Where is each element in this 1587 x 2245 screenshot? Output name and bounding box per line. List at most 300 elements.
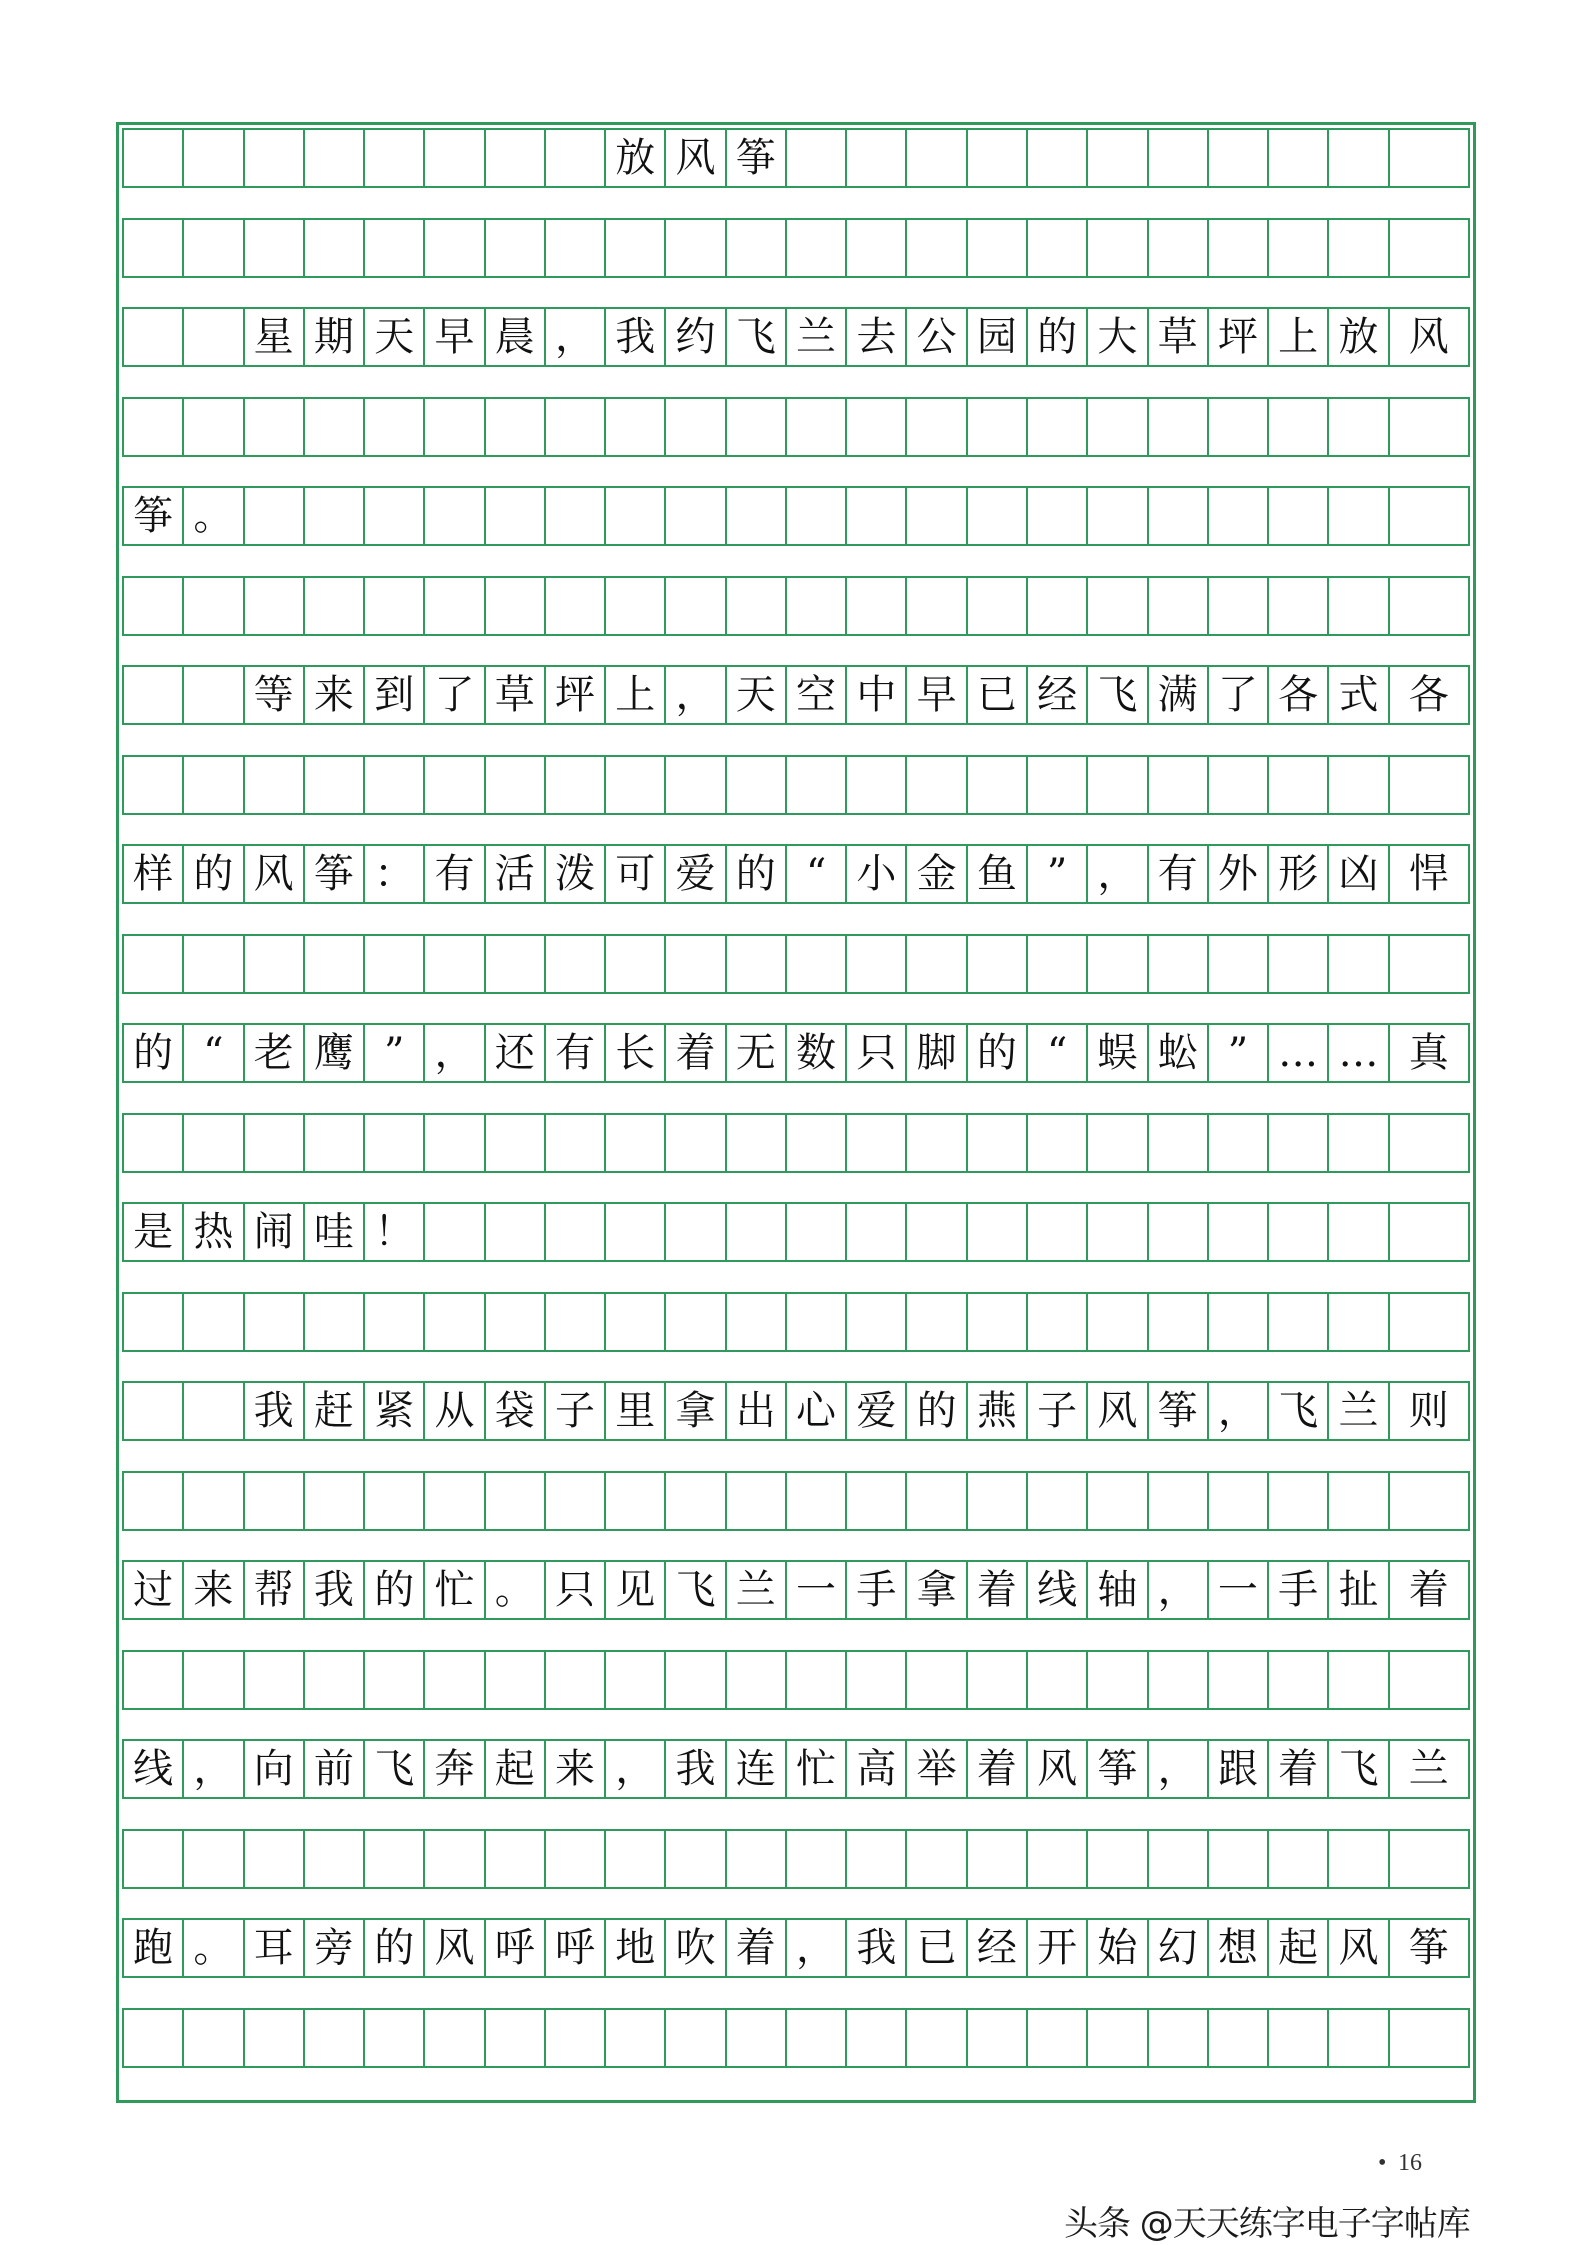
grid-cell: ” [1028, 846, 1088, 902]
grid-cell [727, 757, 787, 813]
grid-cell [546, 1115, 606, 1171]
grid-cell: 筝 [1088, 1741, 1148, 1797]
grid-cell [365, 1652, 425, 1708]
grid-cell: 活 [486, 846, 546, 902]
grid-cell: 无 [727, 1025, 787, 1081]
grid-cell [486, 220, 546, 276]
grid-cell: 兰 [1329, 1383, 1389, 1439]
grid-cell [787, 1473, 847, 1529]
grid-cell [245, 1294, 305, 1350]
grid-cell: “ [1028, 1025, 1088, 1081]
grid-cell: 筝 [1149, 1383, 1209, 1439]
grid-cell: 式 [1329, 667, 1389, 723]
grid-cell [305, 1652, 365, 1708]
grid-cell [1209, 1473, 1269, 1529]
grid-cell: 跑 [124, 1920, 184, 1976]
grid-cell [606, 1204, 666, 1260]
grid-cell [968, 130, 1028, 186]
grid-cell: ： [365, 846, 425, 902]
grid-cell: 已 [907, 1920, 967, 1976]
grid-cell: 哇 [305, 1204, 365, 1260]
grid-cell [245, 130, 305, 186]
grid-cell [486, 2010, 546, 2066]
grid-cell [1269, 1831, 1329, 1887]
grid-cell [184, 667, 244, 723]
grid-cell: 风 [1329, 1920, 1389, 1976]
grid-cell: 飞 [727, 309, 787, 365]
grid-cell: 还 [486, 1025, 546, 1081]
grid-cell [666, 220, 726, 276]
grid-cell [1390, 1831, 1468, 1887]
grid-cell: 着 [1408, 1567, 1449, 1613]
grid-cell [425, 220, 485, 276]
grid-cell: 兰 [1408, 1746, 1449, 1792]
grid-cell [245, 2010, 305, 2066]
grid-cell [486, 130, 546, 186]
grid-cell: 已 [968, 667, 1028, 723]
grid-cell: 脚 [907, 1025, 967, 1081]
grid-cell [907, 2010, 967, 2066]
grid-cell [1329, 1652, 1389, 1708]
grid-cell: 有 [546, 1025, 606, 1081]
grid-cell: 星 [245, 309, 305, 365]
grid-cell: 子 [546, 1383, 606, 1439]
grid-cell [124, 309, 184, 365]
grid-cell: 筝 [305, 846, 365, 902]
grid-cell: 数 [787, 1025, 847, 1081]
grid-cell [727, 578, 787, 634]
grid-cell: 线 [1028, 1562, 1088, 1618]
grid-cell [546, 1831, 606, 1887]
grid-cell [1088, 1294, 1148, 1350]
grid-cell [606, 1652, 666, 1708]
grid-cell [425, 1204, 485, 1260]
grid-cell [1329, 399, 1389, 455]
grid-cell: 公 [907, 309, 967, 365]
grid-cell [1329, 1115, 1389, 1171]
grid-cell [365, 130, 425, 186]
grid-cell: 大 [1088, 309, 1148, 365]
grid-cell [184, 1473, 244, 1529]
grid-cell [666, 1831, 726, 1887]
grid-cell [847, 488, 907, 544]
grid-cell: 天 [727, 667, 787, 723]
grid-cell [666, 488, 726, 544]
grid-cell [486, 1115, 546, 1171]
grid-cell [1209, 1294, 1269, 1350]
grid-cell [1209, 220, 1269, 276]
grid-cell: 呼 [486, 1920, 546, 1976]
grid-cell [847, 936, 907, 992]
grid-cell [847, 220, 907, 276]
grid-cell [907, 1473, 967, 1529]
grid-cell: 了 [425, 667, 485, 723]
grid-cell: 早 [425, 309, 485, 365]
grid-cell [1088, 1831, 1148, 1887]
grid-cell [365, 936, 425, 992]
grid-cell [907, 1652, 967, 1708]
grid-cell [968, 1204, 1028, 1260]
grid-cell [486, 757, 546, 813]
grid-cell: 着 [1269, 1741, 1329, 1797]
grid-cell [787, 130, 847, 186]
grid-cell [1269, 578, 1329, 634]
grid-cell [907, 757, 967, 813]
grid-cell [1329, 220, 1389, 276]
grid-cell [727, 399, 787, 455]
grid-cell [124, 1831, 184, 1887]
grid-cell [606, 757, 666, 813]
grid-cell: 蚣 [1149, 1025, 1209, 1081]
grid-cell [305, 220, 365, 276]
grid-cell: 的 [184, 846, 244, 902]
grid-row [122, 1292, 1470, 1352]
grid-cell: 真 [1408, 1030, 1449, 1076]
grid-cell: 上 [1269, 309, 1329, 365]
grid-cell [1390, 130, 1468, 186]
grid-cell: 泼 [546, 846, 606, 902]
grid-cell [1088, 2010, 1148, 2066]
grid-cell [1028, 936, 1088, 992]
grid-cell: ！ [365, 1204, 425, 1260]
grid-cell [184, 1383, 244, 1439]
grid-cell [245, 220, 305, 276]
grid-cell: 飞 [365, 1741, 425, 1797]
grid-cell [968, 1831, 1028, 1887]
grid-cell [1329, 2010, 1389, 2066]
grid-cell [1329, 1294, 1389, 1350]
grid-cell [1088, 488, 1148, 544]
grid-cell: 我 [847, 1920, 907, 1976]
grid-cell [1149, 757, 1209, 813]
grid-cell: 老 [245, 1025, 305, 1081]
grid-cell: 飞 [1269, 1383, 1329, 1439]
grid-cell: 各 [1408, 672, 1449, 718]
grid-cell [666, 578, 726, 634]
grid-cell [666, 1652, 726, 1708]
grid-cell [1390, 578, 1468, 634]
grid-cell [365, 1831, 425, 1887]
grid-cell [365, 578, 425, 634]
grid-cell [124, 936, 184, 992]
grid-cell: 旁 [305, 1920, 365, 1976]
grid-cell: ， [606, 1741, 666, 1797]
grid-cell: 着 [968, 1562, 1028, 1618]
grid-cell [1209, 488, 1269, 544]
grid-cell [727, 488, 787, 544]
grid-cell: 。 [486, 1562, 546, 1618]
grid-cell [907, 130, 967, 186]
grid-cell [245, 1652, 305, 1708]
grid-cell: 拿 [907, 1562, 967, 1618]
grid-cell: 草 [1149, 309, 1209, 365]
grid-cell [486, 1294, 546, 1350]
grid-cell [1149, 936, 1209, 992]
grid-cell [365, 1115, 425, 1171]
grid-cell: 满 [1149, 667, 1209, 723]
grid-row [122, 307, 1470, 367]
grid-cell: 爱 [666, 846, 726, 902]
grid-cell [787, 399, 847, 455]
grid-cell [606, 936, 666, 992]
grid-cell [245, 1831, 305, 1887]
grid-cell: 从 [425, 1383, 485, 1439]
grid-cell [124, 399, 184, 455]
grid-cell [1088, 1652, 1148, 1708]
grid-cell [184, 936, 244, 992]
grid-cell [1028, 1473, 1088, 1529]
grid-cell [546, 1204, 606, 1260]
grid-row [122, 218, 1470, 278]
grid-cell [907, 488, 967, 544]
grid-cell [1329, 1473, 1389, 1529]
grid-cell [184, 757, 244, 813]
grid-cell [1329, 757, 1389, 813]
grid-cell: 我 [305, 1562, 365, 1618]
grid-cell [968, 1473, 1028, 1529]
grid-cell: 悍 [1408, 851, 1449, 897]
grid-cell [907, 1204, 967, 1260]
grid-cell [1028, 220, 1088, 276]
grid-cell [1329, 488, 1389, 544]
grid-cell: 来 [305, 667, 365, 723]
grid-cell: 兰 [727, 1562, 787, 1618]
grid-cell: 来 [184, 1562, 244, 1618]
grid-cell [1088, 1115, 1148, 1171]
grid-cell [1269, 399, 1329, 455]
grid-cell [727, 1473, 787, 1529]
grid-cell [787, 1294, 847, 1350]
grid-cell: 金 [907, 846, 967, 902]
grid-cell [1088, 578, 1148, 634]
grid-cell: 袋 [486, 1383, 546, 1439]
grid-cell [124, 578, 184, 634]
grid-cell [727, 1652, 787, 1708]
grid-cell: 形 [1269, 846, 1329, 902]
grid-cell [1149, 1652, 1209, 1708]
grid-cell [1028, 1115, 1088, 1171]
grid-cell [1390, 1652, 1468, 1708]
grid-cell [727, 220, 787, 276]
grid-cell [546, 488, 606, 544]
grid-cell [1149, 488, 1209, 544]
grid-cell [546, 757, 606, 813]
grid-row [122, 2008, 1470, 2068]
grid-cell [727, 1294, 787, 1350]
grid-cell [1149, 399, 1209, 455]
grid-cell [968, 757, 1028, 813]
grid-cell [1269, 488, 1329, 544]
grid-cell [968, 1652, 1028, 1708]
grid-cell [1149, 1473, 1209, 1529]
grid-cell: 里 [606, 1383, 666, 1439]
grid-cell: 手 [847, 1562, 907, 1618]
grid-cell: ， [1209, 1383, 1269, 1439]
grid-cell [1269, 2010, 1329, 2066]
grid-cell [1149, 1115, 1209, 1171]
grid-cell: 草 [486, 667, 546, 723]
grid-cell [305, 1473, 365, 1529]
grid-cell [1269, 1473, 1329, 1529]
grid-cell: 约 [666, 309, 726, 365]
grid-cell [907, 1115, 967, 1171]
grid-cell: 始 [1088, 1920, 1148, 1976]
grid-cell [606, 2010, 666, 2066]
grid-cell [606, 1115, 666, 1171]
grid-row [122, 1471, 1470, 1531]
grid-cell: 只 [546, 1562, 606, 1618]
grid-cell [1390, 1115, 1468, 1171]
grid-cell [1088, 757, 1148, 813]
grid-cell [1390, 936, 1468, 992]
grid-cell [1269, 757, 1329, 813]
grid-cell: 风 [1088, 1383, 1148, 1439]
grid-cell: 空 [787, 667, 847, 723]
grid-cell: 长 [606, 1025, 666, 1081]
grid-cell [847, 130, 907, 186]
grid-cell: 风 [245, 846, 305, 902]
grid-cell: 拿 [666, 1383, 726, 1439]
grid-cell [727, 936, 787, 992]
grid-cell [847, 1204, 907, 1260]
grid-cell: 呼 [546, 1920, 606, 1976]
grid-cell: 连 [727, 1741, 787, 1797]
grid-cell: 上 [606, 667, 666, 723]
grid-cell [847, 2010, 907, 2066]
grid-cell: ， [666, 667, 726, 723]
grid-row [122, 934, 1470, 994]
grid-cell [847, 399, 907, 455]
grid-cell [245, 936, 305, 992]
grid-cell [787, 1831, 847, 1887]
grid-cell: ， [1088, 846, 1148, 902]
grid-cell: 晨 [486, 309, 546, 365]
grid-cell [1088, 1473, 1148, 1529]
grid-cell: 中 [847, 667, 907, 723]
grid-cell [1209, 2010, 1269, 2066]
grid-cell: 兰 [787, 309, 847, 365]
grid-cell: “ [787, 846, 847, 902]
grid-cell [365, 757, 425, 813]
grid-cell: ， [184, 1741, 244, 1797]
grid-cell: 的 [968, 1025, 1028, 1081]
grid-cell [968, 220, 1028, 276]
grid-cell: 子 [1028, 1383, 1088, 1439]
grid-cell [968, 399, 1028, 455]
grid-cell [365, 2010, 425, 2066]
grid-cell [124, 130, 184, 186]
grid-cell [1269, 1652, 1329, 1708]
grid-cell: 忙 [787, 1741, 847, 1797]
grid-cell: … [1269, 1025, 1329, 1081]
grid-cell: 帮 [245, 1562, 305, 1618]
grid-cell: 去 [847, 309, 907, 365]
grid-cell: 飞 [1329, 1741, 1389, 1797]
grid-cell [787, 1652, 847, 1708]
grid-cell [606, 1831, 666, 1887]
grid-row [122, 844, 1470, 904]
grid-cell [1390, 220, 1468, 276]
grid-cell [425, 578, 485, 634]
grid-cell [425, 1473, 485, 1529]
grid-cell: 筝 [727, 130, 787, 186]
grid-cell [1269, 1294, 1329, 1350]
grid-cell [847, 1831, 907, 1887]
grid-cell [1028, 488, 1088, 544]
grid-cell [305, 399, 365, 455]
grid-cell: 飞 [666, 1562, 726, 1618]
grid-cell: 。 [184, 1920, 244, 1976]
page-number: 16 [1398, 2150, 1422, 2176]
grid-cell [1028, 1652, 1088, 1708]
grid-cell [1269, 1204, 1329, 1260]
grid-cell: 等 [245, 667, 305, 723]
grid-cell [486, 488, 546, 544]
grid-cell: 的 [365, 1562, 425, 1618]
grid-cell [1149, 220, 1209, 276]
grid-cell [727, 1831, 787, 1887]
grid-cell [1088, 220, 1148, 276]
grid-cell [124, 1652, 184, 1708]
grid-cell: 的 [1028, 309, 1088, 365]
grid-row [122, 128, 1470, 188]
grid-cell [1149, 1831, 1209, 1887]
grid-cell: 早 [907, 667, 967, 723]
grid-cell [365, 1473, 425, 1529]
grid-cell: 筝 [124, 488, 184, 544]
grid-cell [606, 578, 666, 634]
grid-cell: 外 [1209, 846, 1269, 902]
grid-cell [425, 936, 485, 992]
grid-cell [847, 1652, 907, 1708]
grid-cell [184, 1294, 244, 1350]
grid-cell: 起 [486, 1741, 546, 1797]
grid-cell: 高 [847, 1741, 907, 1797]
grid-cell [245, 399, 305, 455]
grid-cell [1390, 757, 1468, 813]
grid-cell [305, 130, 365, 186]
grid-cell: 是 [124, 1204, 184, 1260]
grid-cell: 的 [727, 846, 787, 902]
grid-row [122, 1650, 1470, 1710]
grid-cell [486, 1652, 546, 1708]
grid-cell: 幻 [1149, 1920, 1209, 1976]
grid-cell: 赶 [305, 1383, 365, 1439]
grid-cell: 坪 [546, 667, 606, 723]
grid-cell [365, 1294, 425, 1350]
grid-cell: 我 [606, 309, 666, 365]
grid-cell [606, 399, 666, 455]
grid-cell [124, 1294, 184, 1350]
grid-cell [425, 488, 485, 544]
grid-row [122, 1918, 1470, 1978]
grid-cell [787, 936, 847, 992]
grid-cell [546, 1294, 606, 1350]
grid-cell: 耳 [245, 1920, 305, 1976]
grid-cell [184, 578, 244, 634]
grid-cell [787, 1204, 847, 1260]
grid-cell: 可 [606, 846, 666, 902]
grid-cell [1390, 399, 1468, 455]
grid-cell: ， [1149, 1562, 1209, 1618]
grid-cell [1269, 936, 1329, 992]
page-dot: • [1378, 2150, 1387, 2176]
grid-cell [124, 2010, 184, 2066]
grid-cell: 想 [1209, 1920, 1269, 1976]
grid-cell [245, 757, 305, 813]
grid-cell [1390, 2010, 1468, 2066]
grid-cell: 的 [365, 1920, 425, 1976]
